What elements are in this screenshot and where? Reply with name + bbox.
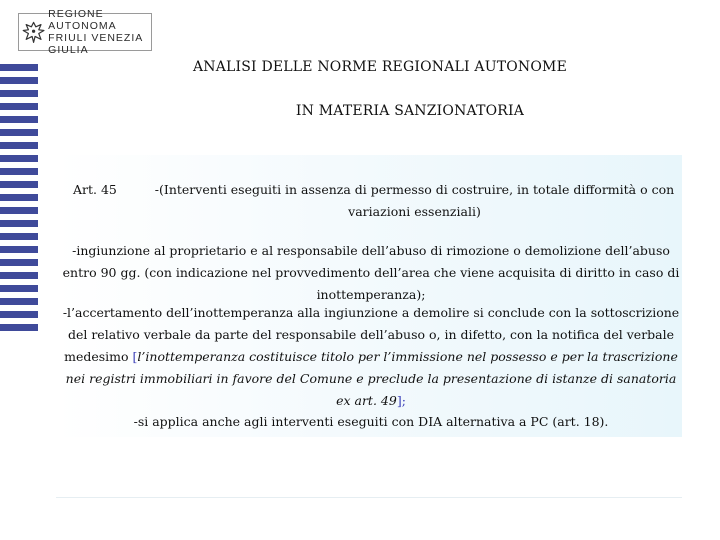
eagle-emblem-icon [21, 15, 46, 49]
paragraph-dia: -si applica anche agli interventi eseguiti con DIA alternativa a PC (art. 18). [133, 414, 609, 429]
paragraph-injunction: -ingiunzione al proprietario e al responsabile dell’abuso di rimozione o demolizione dell’abuso entro 90 gg. (con indicazione nel provvedimento dell’area che viene acquisita di diritto in caso di inottemperanza); [62, 243, 680, 302]
article-heading: -(Interventi eseguiti in assenza di permesso di costruire, in totale difformità o con variazioni essenziali) [154, 182, 675, 219]
bottom-divider [56, 497, 682, 498]
page-title-line-2: IN MATERIA SANZIONATORIA [295, 103, 525, 119]
paragraph-assessment [58, 302, 684, 412]
logo-line-1: REGIONE AUTONOMA [48, 8, 117, 32]
assessment-intro: -l’accertamento dell’inottemperanza alla ingiunzione a demolire si conclude con la sottoscrizione del relativo verbale da parte del responsabile dell’abuso o, in difetto, con la notifica del verbale medesimo [62, 305, 680, 364]
assessment-italic: l’inottemperanza costituisce titolo per l’immissione nel possesso e per la trascrizione nei registri immobiliari in favore del Comune e preclude la presentazione di istanze di sanatoria ex art. 49 [65, 349, 678, 408]
page-title-line-1: ANALISI DELLE NORME REGIONALI AUTONOME [192, 59, 568, 75]
logo-line-2: FRIULI VENEZIA GIULIA [48, 32, 143, 56]
bracket-open: [ [132, 349, 138, 364]
article-label: Art. 45 [73, 182, 117, 197]
bracket-close: ]; [396, 393, 406, 408]
region-logo [18, 8, 152, 56]
left-stripe-decoration [0, 64, 38, 332]
logo-text [48, 8, 151, 56]
